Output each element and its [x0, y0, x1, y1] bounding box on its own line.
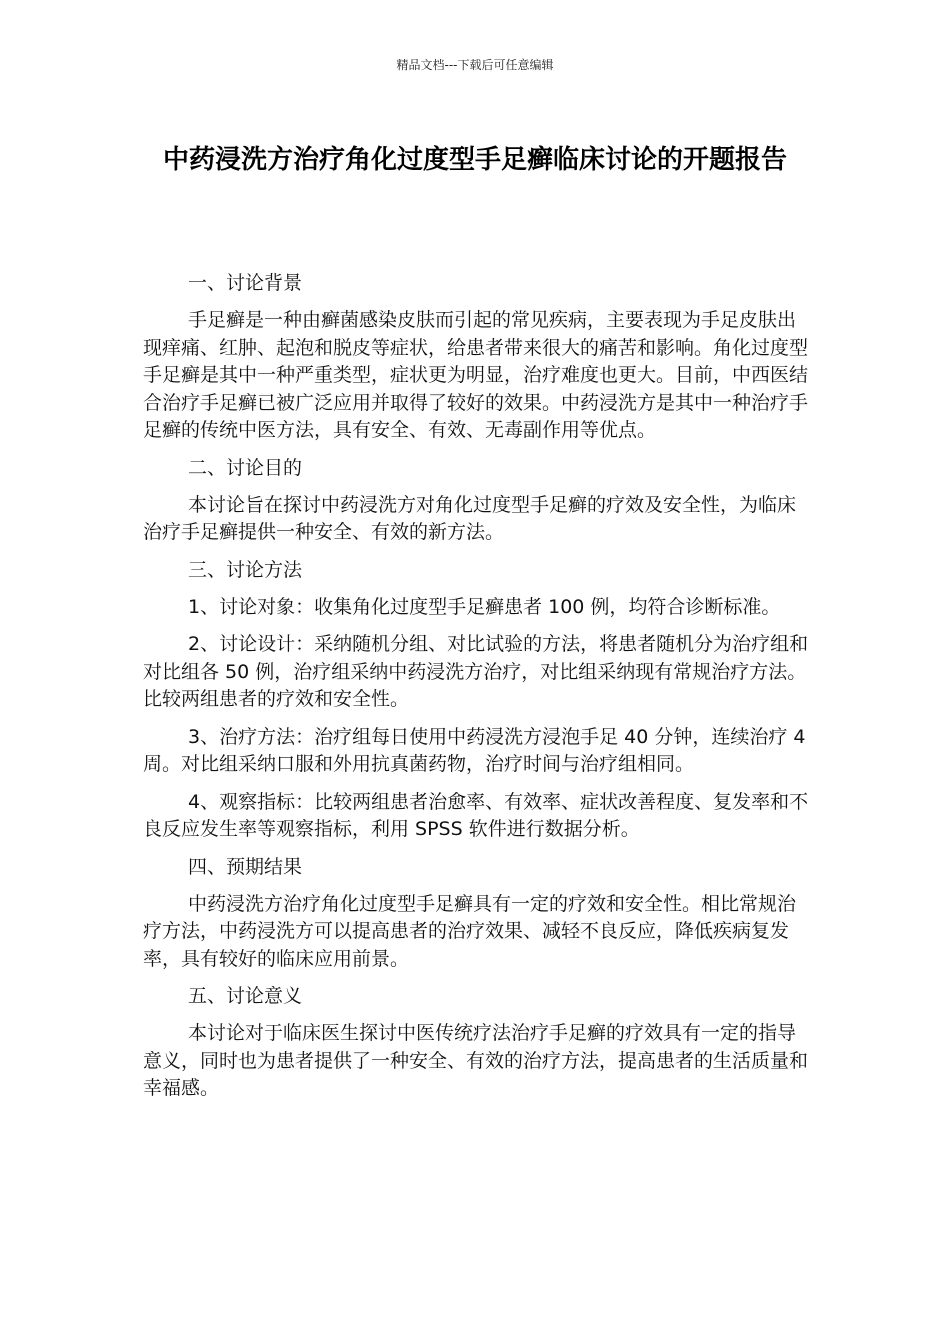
section-heading: 三、讨论方法 [188, 558, 303, 581]
document-title: 中药浸洗方治疗角化过度型手足癣临床讨论的开题报告 [162, 145, 787, 175]
section-background [143, 270, 811, 445]
section-heading: 五、讨论意义 [188, 985, 303, 1007]
section-heading: 四、预期结果 [188, 855, 303, 878]
section-purpose [143, 455, 811, 547]
paragraph: 本讨论对于临床医生探讨中医传统疗法治疗手足癣的疗效具有一定的指导意义，同时也为患者提供了一种安全、有效的治疗方法，提高患者的生活质量和幸福感。 [143, 1022, 809, 1099]
paragraph: 本讨论旨在探讨中药浸洗方对角化过度型手足癣的疗效及安全性，为临床治疗手足癣提供一种安全、有效的新方法。 [143, 493, 797, 543]
paragraph: 4、观察指标：比较两组患者治愈率、有效率、症状改善程度、复发率和不良反应发生率等观察指标，利用 SPSS 软件进行数据分析。 [143, 790, 809, 840]
paragraph: 1、讨论对象：收集角化过度型手足癣患者 100 例，均符合诊断标准。 [188, 595, 781, 618]
paragraph: 手足癣是一种由癣菌感染皮肤而引起的常见疾病，主要表现为手足皮肤出现痒痛、红肿、起泡和脱皮等症状，给患者带来很大的痛苦和影响。角化过度型手足癣是其中一种严重类型，症状更为明显，治疗难度也更大。目前，中西医结合治疗手足癣已被广泛应用并取得了较好的效果。中药浸洗方是其中一种治疗手足癣的传统中医方法，具有安全、有效、无毒副作用等优点。 [143, 309, 809, 441]
paragraph: 中药浸洗方治疗角化过度型手足癣具有一定的疗效和安全性。相比常规治疗方法，中药浸洗方可以提高患者的治疗效果、减轻不良反应，降低疾病复发率，具有较好的临床应用前景。 [143, 892, 797, 970]
paragraph: 2、讨论设计：采纳随机分组、对比试验的方法，将患者随机分为治疗组和对比组各 50 例，治疗组采纳中药浸洗方治疗，对比组采纳现有常规治疗方法。比较两组患者的疗效和安全性。 [143, 633, 809, 710]
section-heading: 一、讨论背景 [188, 272, 303, 294]
section-methods [143, 557, 811, 844]
section-expected-results [143, 854, 811, 974]
document-body [143, 270, 811, 1113]
section-heading: 二、讨论目的 [188, 456, 303, 479]
header-note: 精品文档---下载后可任意编辑 [396, 58, 554, 72]
section-significance [143, 983, 811, 1103]
paragraph: 3、治疗方法：治疗组每日使用中药浸洗方浸泡手足 40 分钟，连续治疗 4 周。对比组采纳口服和外用抗真菌药物，治疗时间与治疗组相同。 [143, 725, 806, 775]
